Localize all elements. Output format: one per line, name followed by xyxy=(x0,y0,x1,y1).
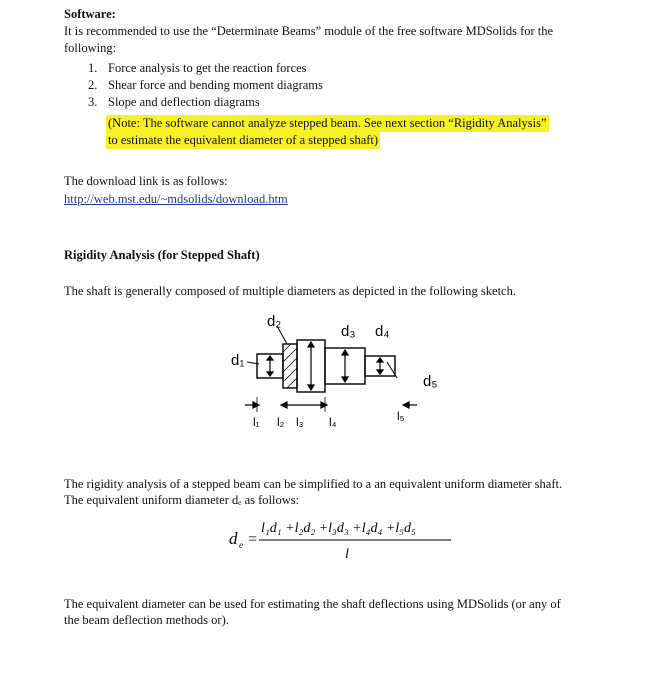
list-item xyxy=(88,60,307,77)
download-text: The download link is as follows: xyxy=(64,174,228,188)
label-l1: l₁ xyxy=(253,415,260,429)
label-d3: d₃ xyxy=(341,323,356,340)
note-line-2 xyxy=(106,132,380,149)
l1-arrow xyxy=(253,402,259,408)
note-highlight-1: (Note: The software cannot analyze stepped beam. See next section “Rigidity Analysis” xyxy=(108,116,547,130)
formula-numerator: l₁d₁ +l₂d₂ +l₃d₃ +l₄d₄ +l₅d₅ xyxy=(261,521,416,536)
label-l3: l₃ xyxy=(296,415,304,429)
software-heading: Software: xyxy=(64,7,116,21)
hatch-pattern xyxy=(283,344,297,388)
stepped-shaft-sketch xyxy=(225,312,445,437)
formula-lhs-subscript: e xyxy=(239,540,243,550)
simplify-line-2: The equivalent uniform diameter dₑ as follows: xyxy=(64,493,300,507)
formula-lhs: d xyxy=(229,529,238,548)
label-d4: d₄ xyxy=(375,323,390,340)
equivalent-diameter-formula xyxy=(225,516,465,566)
formula-denominator: l xyxy=(345,547,349,562)
list-item-text: Shear force and bending moment diagrams xyxy=(108,78,323,92)
list-item-number: 2. xyxy=(88,78,98,92)
list-item xyxy=(88,77,323,94)
download-link[interactable]: http://web.mst.edu/~mdsolids/download.htm xyxy=(64,192,288,206)
label-l2: l₂ xyxy=(277,415,285,429)
note-highlight-2: to estimate the equivalent diameter of a stepped shaft) xyxy=(108,133,379,147)
label-d5: d₅ xyxy=(423,373,438,390)
l2-l3-arrow xyxy=(321,402,327,408)
closing-line-1: The equivalent diameter can be used for estimating the shaft deflections using MDSolids (or any of xyxy=(64,597,561,611)
rigidity-heading: Rigidity Analysis (for Stepped Shaft) xyxy=(64,248,260,262)
label-d1: d₁ xyxy=(231,352,245,369)
formula-equals: = xyxy=(247,531,258,548)
list-item-number: 3. xyxy=(88,95,98,109)
software-intro-line-1: It is recommended to use the “Determinate Beams” module of the free software MDSolids for the xyxy=(64,24,554,38)
label-d2: d₂ xyxy=(267,313,282,330)
list-item-text: Slope and deflection diagrams xyxy=(108,95,260,109)
simplify-line-1: The rigidity analysis of a stepped beam can be simplified to a an equivalent uniform diameter shaft. xyxy=(64,477,563,491)
list-item xyxy=(88,94,260,111)
rigidity-intro: The shaft is generally composed of multiple diameters as depicted in the following sketch. xyxy=(64,284,516,298)
l5-arrow xyxy=(403,402,409,408)
software-intro-line-2: following: xyxy=(64,41,117,55)
list-item-number: 1. xyxy=(88,61,98,75)
note-line-1 xyxy=(106,115,549,132)
closing-line-2: the beam deflection methods or). xyxy=(64,613,229,627)
label-l5: l₅ xyxy=(397,409,405,423)
label-l4: l₄ xyxy=(329,415,337,429)
list-item-text: Force analysis to get the reaction forces xyxy=(108,61,307,75)
